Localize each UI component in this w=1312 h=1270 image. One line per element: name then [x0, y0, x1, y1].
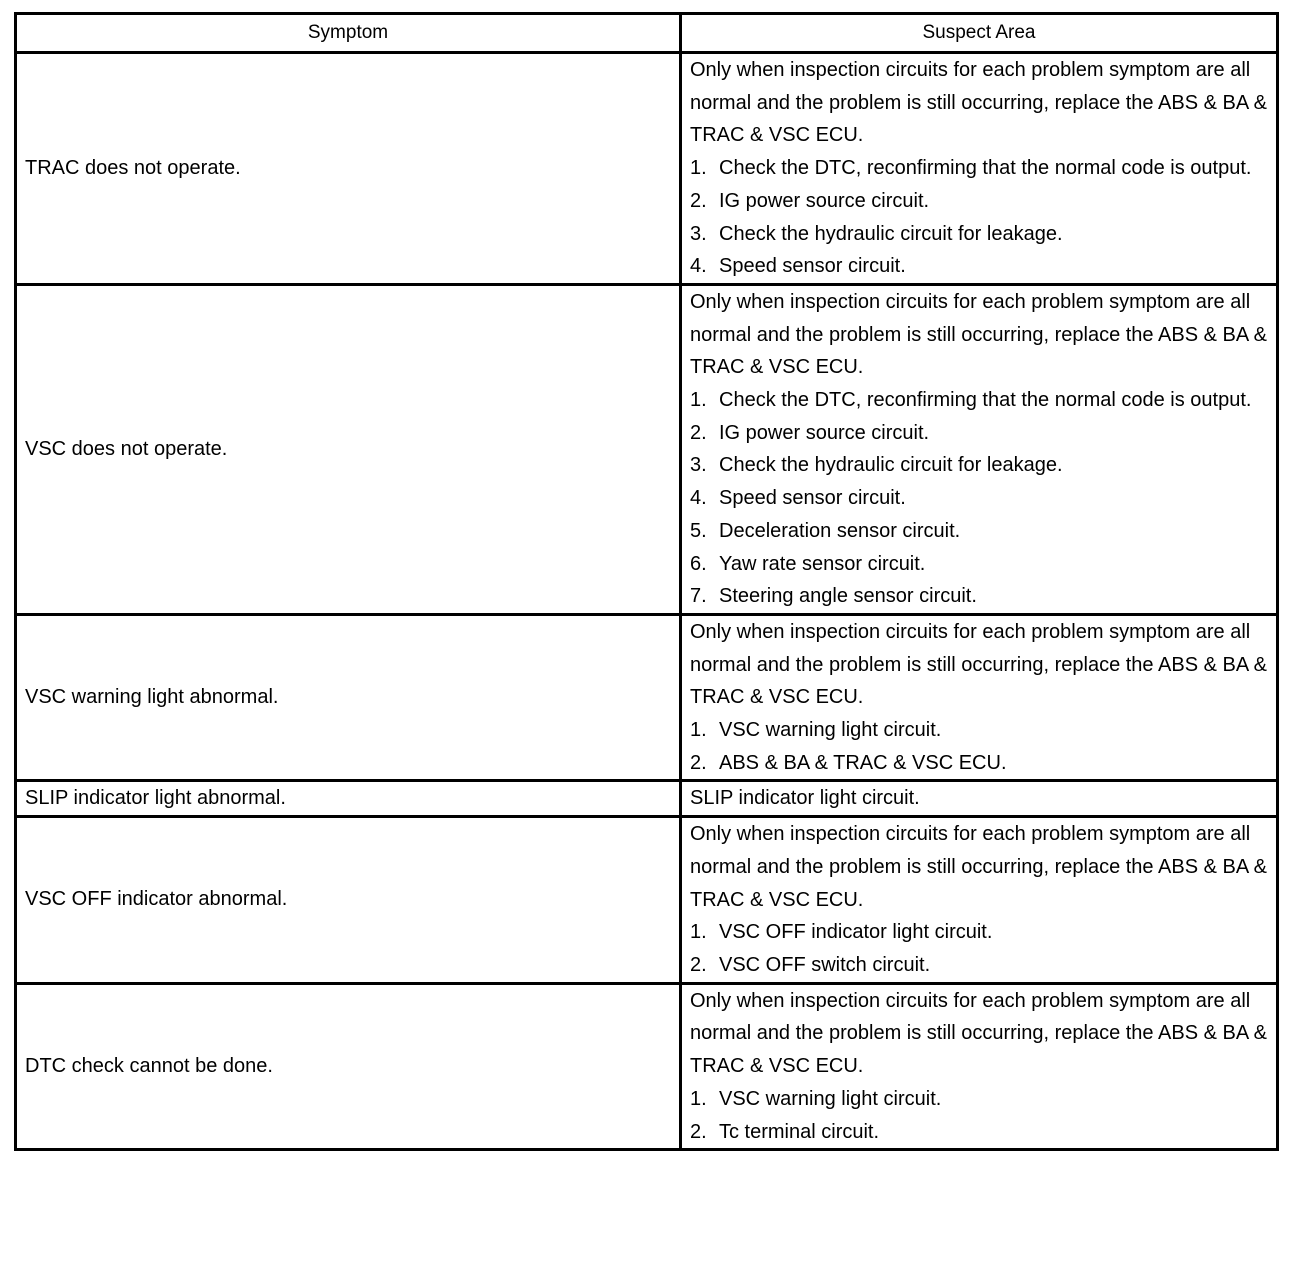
step-number: 1.	[690, 157, 707, 180]
step-text: Deceleration sensor circuit.	[719, 519, 961, 542]
step-number: 1.	[690, 1087, 707, 1110]
check-step	[690, 949, 1268, 982]
step-number: 2.	[690, 421, 707, 444]
step-number: 2.	[690, 1120, 707, 1143]
step-number: 2.	[690, 953, 707, 976]
table-body	[16, 53, 1278, 1150]
step-text: Check the DTC, reconfirming that the normal code is output.	[719, 389, 1252, 412]
suspect-area-lead: Only when inspection circuits for each problem symptom are all normal and the problem is still occurring, replace the ABS & BA & TRAC & VSC ECU.	[690, 59, 1267, 147]
step-text: VSC warning light circuit.	[719, 1087, 942, 1110]
suspect-area-cell	[681, 817, 1278, 984]
check-step	[690, 185, 1268, 218]
step-text: Tc terminal circuit.	[719, 1120, 880, 1143]
symptom-cell: SLIP indicator light abnormal.	[16, 781, 681, 817]
step-text: Check the hydraulic circuit for leakage.	[719, 454, 1063, 477]
check-step	[690, 515, 1268, 548]
step-number: 6.	[690, 552, 707, 575]
symptom-cell: VSC OFF indicator abnormal.	[16, 817, 681, 984]
symptom-cell: VSC does not operate.	[16, 284, 681, 614]
symptom-cell: VSC warning light abnormal.	[16, 614, 681, 781]
suspect-area-lead: Only when inspection circuits for each problem symptom are all normal and the problem is still occurring, replace the ABS & BA & TRAC & VSC ECU.	[690, 290, 1267, 379]
step-number: 3.	[690, 222, 707, 245]
table-row	[16, 53, 1278, 285]
step-number: 4.	[690, 487, 707, 510]
step-text: VSC warning light circuit.	[719, 719, 942, 742]
symptom-cell: DTC check cannot be done.	[16, 983, 681, 1150]
check-step	[690, 152, 1268, 185]
header-symptom: Symptom	[16, 14, 681, 53]
step-number: 3.	[690, 454, 707, 477]
step-number: 1.	[690, 389, 707, 412]
table-row	[16, 781, 1278, 817]
symptom-cell: TRAC does not operate.	[16, 53, 681, 285]
header-row	[16, 14, 1278, 53]
check-step	[690, 714, 1268, 747]
check-steps-list	[690, 916, 1268, 981]
step-number: 2.	[690, 189, 707, 212]
table-row	[16, 983, 1278, 1150]
step-number: 2.	[690, 751, 707, 774]
step-text: Speed sensor circuit.	[719, 255, 906, 278]
step-number: 1.	[690, 921, 707, 944]
suspect-area-cell	[681, 53, 1278, 285]
suspect-area-lead: SLIP indicator light circuit.	[690, 787, 920, 810]
step-number: 1.	[690, 719, 707, 742]
step-text: Check the hydraulic circuit for leakage.	[719, 222, 1063, 245]
suspect-area-cell	[681, 983, 1278, 1150]
table-row	[16, 284, 1278, 614]
check-step	[690, 250, 1268, 283]
suspect-area-cell	[681, 614, 1278, 781]
suspect-area-lead: Only when inspection circuits for each problem symptom are all normal and the problem is still occurring, replace the ABS & BA & TRAC & VSC ECU.	[690, 620, 1267, 709]
step-number: 5.	[690, 519, 707, 542]
check-step	[690, 1083, 1268, 1116]
suspect-area-lead: Only when inspection circuits for each problem symptom are all normal and the problem is still occurring, replace the ABS & BA & TRAC & VSC ECU.	[690, 989, 1267, 1078]
check-steps-list	[690, 152, 1268, 283]
step-text: VSC OFF switch circuit.	[719, 953, 931, 976]
step-text: VSC OFF indicator light circuit.	[719, 921, 993, 944]
step-number: 7.	[690, 585, 707, 608]
check-step	[690, 916, 1268, 949]
table-row	[16, 614, 1278, 781]
step-text: Steering angle sensor circuit.	[719, 585, 977, 608]
check-step	[690, 482, 1268, 515]
symptom-table	[14, 12, 1279, 1151]
suspect-area-cell	[681, 284, 1278, 614]
check-step	[690, 747, 1268, 780]
step-text: Speed sensor circuit.	[719, 487, 906, 510]
check-steps-list	[690, 384, 1268, 613]
check-step	[690, 417, 1268, 450]
step-number: 4.	[690, 255, 707, 278]
check-step	[690, 218, 1268, 251]
check-steps-list	[690, 1083, 1268, 1148]
check-step	[690, 449, 1268, 482]
check-step	[690, 384, 1268, 417]
table-row	[16, 817, 1278, 984]
suspect-area-cell	[681, 781, 1278, 817]
check-step	[690, 580, 1268, 613]
step-text: IG power source circuit.	[719, 189, 930, 212]
check-steps-list	[690, 714, 1268, 779]
header-suspect-area: Suspect Area	[681, 14, 1278, 53]
step-text: ABS & BA & TRAC & VSC ECU.	[719, 751, 1007, 774]
suspect-area-lead: Only when inspection circuits for each problem symptom are all normal and the problem is still occurring, replace the ABS & BA & TRAC & VSC ECU.	[690, 823, 1267, 911]
check-step	[690, 1116, 1268, 1149]
step-text: IG power source circuit.	[719, 421, 930, 444]
step-text: Yaw rate sensor circuit.	[719, 552, 926, 575]
check-step	[690, 548, 1268, 581]
step-text: Check the DTC, reconfirming that the normal code is output.	[719, 157, 1252, 180]
